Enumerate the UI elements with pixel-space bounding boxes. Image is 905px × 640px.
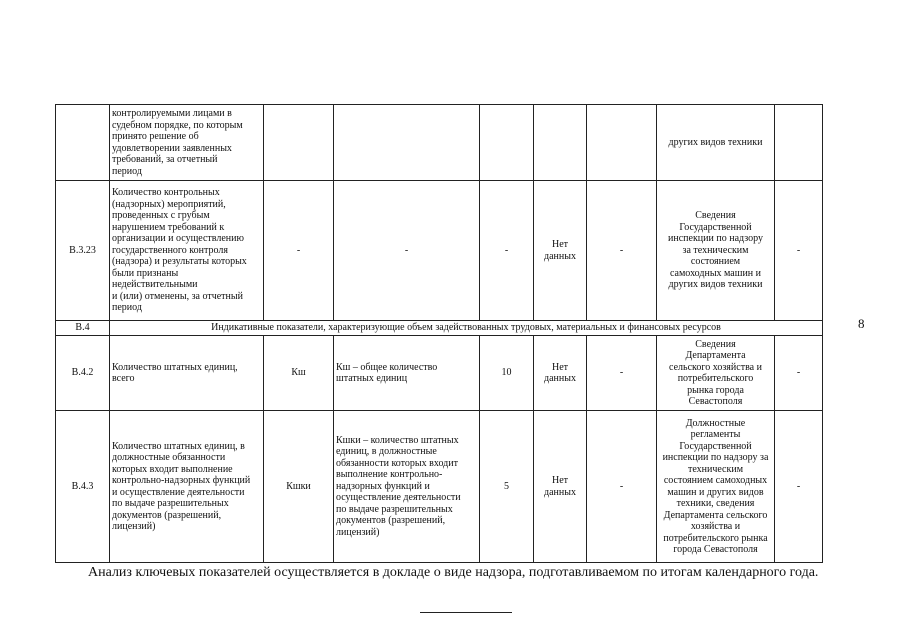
data-source: других видов техники (657, 105, 775, 181)
page-number: 8 (858, 316, 865, 331)
indicator-name: контролируемыми лицами в судебном порядке, по которым принято решение об удовлетворении заявленных требований, за отчетный период (110, 105, 264, 181)
indicators-table (55, 104, 823, 563)
indicator-name: Количество штатных единиц, в должностные обязанности которых входит выполнение контрольно-надзорных функций и осуществление деятельности по выдаче разрешительных документов (разрешений, лицензий) (110, 411, 264, 563)
extra-cell: - (775, 336, 823, 411)
extra-cell: - (775, 411, 823, 563)
table-row (56, 336, 823, 411)
indicator-name: Количество контрольных (надзорных) мероприятий, проведенных с грубым нарушением требований к организации и осуществлению государственного контроля (надзора) и результаты которых были признаны недействительными и (или) отменены, за отчетный период (110, 181, 264, 321)
unit-cell: Нет данных (534, 336, 587, 411)
extra-cell: - (775, 181, 823, 321)
extra-cell: - (587, 181, 657, 321)
formula-symbol (264, 105, 334, 181)
section-title: Индикативные показатели, характеризующие объем задействованных трудовых, материальных и финансовых ресурсов (110, 321, 823, 336)
indicator-value: 5 (480, 411, 534, 563)
extra-cell (775, 105, 823, 181)
conclusion-paragraph: Анализ ключевых показателей осуществляется в докладе о виде надзора, подготавливаемом по итогам календарного года. (88, 565, 819, 580)
data-source: Сведения Департамента сельского хозяйства и потребительского рынка города Севастополя (657, 336, 775, 411)
row-code: В.4.3 (56, 411, 110, 563)
footer-separator-line (420, 612, 512, 613)
indicator-value: - (480, 181, 534, 321)
indicator-value (480, 105, 534, 181)
formula-description (334, 105, 480, 181)
extra-cell: - (587, 336, 657, 411)
table-row (56, 105, 823, 181)
table-row (56, 181, 823, 321)
formula-description: Кшки – количество штатных единиц, в должностные обязанности которых входит выполнение контрольно- надзорных функций и осуществление деятельности по выдаче разрешительных документов (разрешений, лицензий) (334, 411, 480, 563)
indicator-name: Количество штатных единиц, всего (110, 336, 264, 411)
data-source: Сведения Государственной инспекции по надзору за техническим состоянием самоходных машин и других видов техники (657, 181, 775, 321)
row-code: В.4.2 (56, 336, 110, 411)
formula-symbol: Кшки (264, 411, 334, 563)
unit-cell (534, 105, 587, 181)
formula-symbol: Кш (264, 336, 334, 411)
formula-description: Кш – общее количество штатных единиц (334, 336, 480, 411)
unit-cell: Нет данных (534, 411, 587, 563)
extra-cell (587, 105, 657, 181)
indicator-value: 10 (480, 336, 534, 411)
formula-description: - (334, 181, 480, 321)
data-source: Должностные регламенты Государственной инспекции по надзору за техническим состоянием самоходных машин и других видов техники, сведения Департамента сельского хозяйства и потребительского рынка города Севастополя (657, 411, 775, 563)
formula-symbol: - (264, 181, 334, 321)
section-row (56, 321, 823, 336)
row-code: В.4 (56, 321, 110, 336)
row-code (56, 105, 110, 181)
table-row (56, 411, 823, 563)
extra-cell: - (587, 411, 657, 563)
row-code: В.3.23 (56, 181, 110, 321)
unit-cell: Нет данных (534, 181, 587, 321)
